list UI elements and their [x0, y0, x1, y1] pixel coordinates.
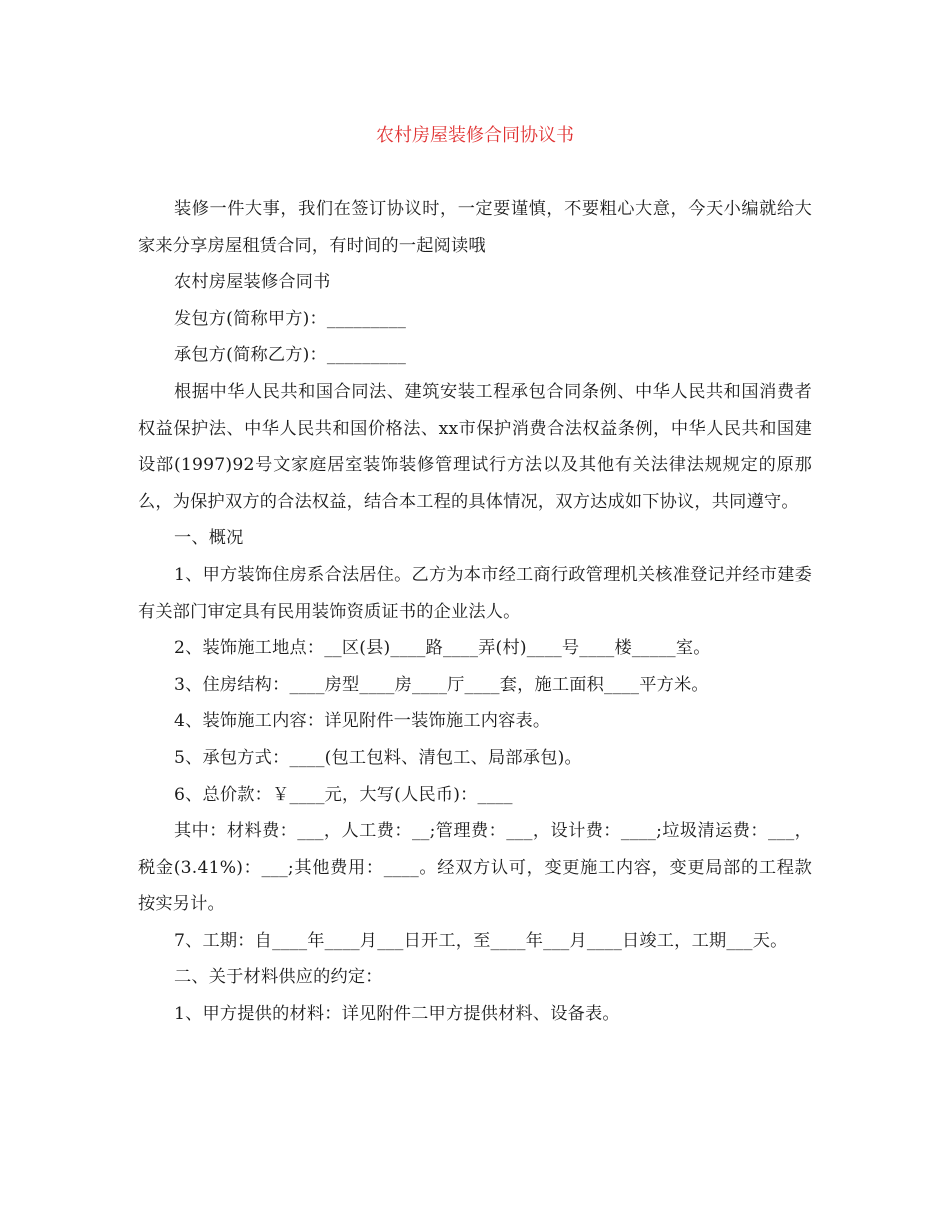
intro-paragraph: 装修一件大事，我们在签订协议时，一定要谨慎，不要粗心大意，今天小编就给大家来分享房屋租赁合同，有时间的一起阅读哦	[138, 199, 812, 256]
legal-basis-paragraph: 根据中华人民共和国合同法、建筑安装工程承包合同条例、中华人民共和国消费者权益保护法、中华人民共和国价格法、xx市保护消费合法权益条例，中华人民共和国建设部(1997)92号文家庭居室装饰装修管理试行方法以及其他有关法律法规规定的原那么，为保护双方的合法权益，结合本工程的具体情况，双方达成如下协议，共同遵守。	[138, 381, 812, 512]
clause-3-structure: 3、住房结构：____房型____房____厅____套，施工面积____平方米。	[174, 674, 709, 695]
section-heading-materials: 二、关于材料供应的约定：	[174, 967, 383, 988]
clause-5-contract-mode: 5、承包方式：____(包工包料、清包工、局部承包)。	[174, 747, 582, 768]
party-b-line: 承包方(简称乙方)：_________	[174, 345, 407, 366]
document-title: 农村房屋装修合同协议书	[376, 125, 574, 146]
party-a-line: 发包方(简称甲方)：_________	[174, 308, 407, 329]
price-breakdown-paragraph: 其中：材料费：___，人工费：__;管理费：___，设计费：____;垃圾清运费：___，税金(3.41%)：___;其他费用：____。经双方认可，变更施工内容，变更局部的工程款按实另计。	[138, 821, 812, 915]
materials-clause-1: 1、甲方提供的材料：详见附件二甲方提供材料、设备表。	[174, 1004, 620, 1025]
contract-subtitle: 农村房屋装修合同书	[174, 272, 331, 293]
clause-2-location: 2、装饰施工地点：__区(县)____路____弄(村)____号____楼_____室。	[174, 638, 711, 659]
clause-1: 1、甲方装饰住房系合法居住。乙方为本市经工商行政管理机关核准登记并经市建委有关部门审定具有民用装饰资质证书的企业法人。	[138, 564, 812, 622]
clause-4-content: 4、装饰施工内容：详见附件一装饰施工内容表。	[174, 711, 551, 732]
section-heading-overview: 一、概况	[174, 528, 244, 549]
clause-7-duration: 7、工期：自____年____月___日开工，至____年___月____日竣工，工期___天。	[174, 930, 788, 951]
clause-6-total-price: 6、总价款：￥____元，大写(人民币)：____	[174, 784, 513, 805]
document-body	[138, 191, 812, 1033]
